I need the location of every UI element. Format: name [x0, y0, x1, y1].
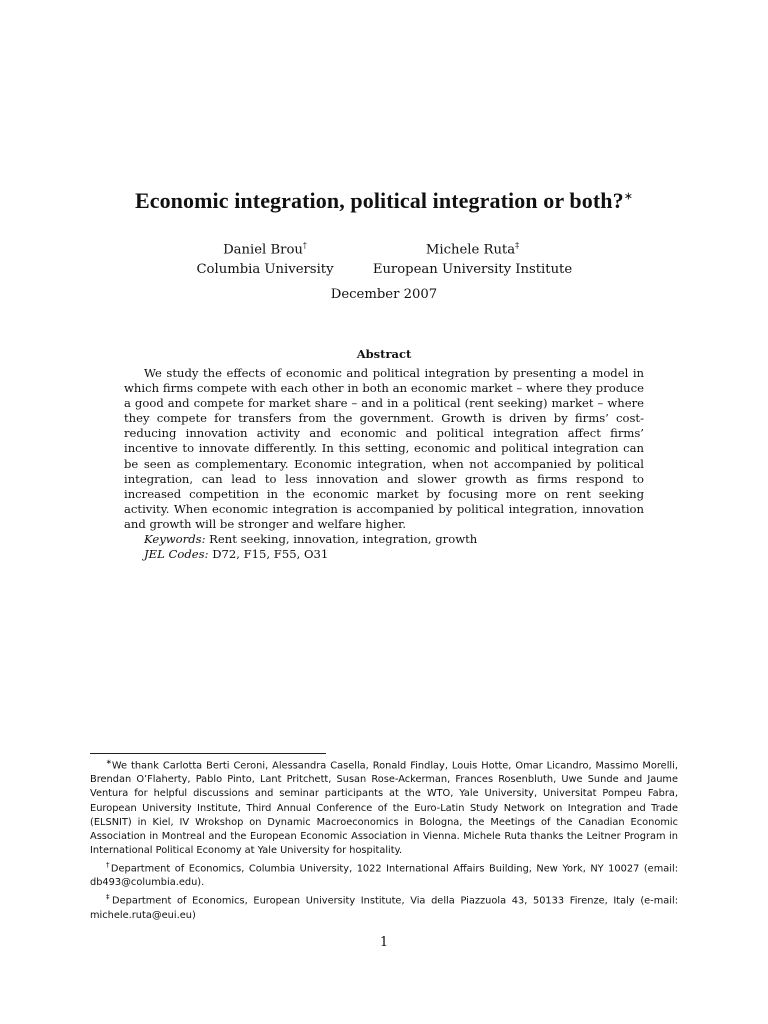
- jel-codes-label: JEL Codes:: [144, 547, 209, 562]
- author-name: Daniel Brou†: [223, 241, 307, 258]
- footnote-ruta-address: [90, 890, 678, 922]
- author-name: Michele Ruta‡: [425, 241, 520, 258]
- abstract-text: We study the effects of economic and political integration by presenting a model in which firms compete with each other in both an economic market – where they produce a good and compete for market share – and in a political (rent seeking) market – where they compete for transfers from the government. Growth is driven by firms’ cost-reducing innovation activity and economic and political integration affect firms’ incentive to innovate differently. In this setting, economic and political integration can be seen as complementary. Economic integration, when not accompanied by political integration, can lead to less innovation and slower growth as firms respond to increased competition in the economic market by focusing more on rent seeking activity. When economic integration is accompanied by political integration, innovation and growth will be stronger and welfare higher.: [124, 366, 644, 531]
- footnote-divider: [90, 753, 326, 754]
- author-affiliation: Columbia University: [196, 262, 334, 278]
- footnote-text: Department of Economics, Columbia University, 1022 International Affairs Building, New York, NY 10027 (email: db493@columbia.edu).: [90, 863, 679, 889]
- jel-codes-text: D72, F15, F55, O31: [212, 547, 329, 562]
- footnote-text: We thank Carlotta Berti Ceroni, Alessandra Casella, Ronald Findlay, Louis Hotte, Omar Licandro, Massimo Morelli, Brendan O’Flaherty, Pablo Pinto, Lant Pritchett, Susan Rose-Ackerman, Frances Rosenbluth, Uwe Sunde and Jaume Ventura for helpful discussions and seminar participants at the WTO, Yale University, Universitat Pompeu Fabra, European University Institute, Third Annual Conference of the Euro-Latin Study Network on Integration and Trade (ELSNIT) in Kiel, IV Wrokshop on Dynamic Macroeconomics in Bologna, the Meetings of the Canadian Economic Association in Montreal and the European Economic Association in Vienna. Michele Ruta thanks the Leitner Program in International Political Economy at Yale University for hospitality.: [90, 760, 678, 856]
- paper-date: December 2007: [330, 287, 438, 302]
- footnotes: [90, 755, 678, 923]
- author-affiliation: European University Institute: [372, 262, 573, 278]
- paper-title: [0, 188, 768, 214]
- jel-codes-line: [124, 547, 644, 562]
- title-text: Economic integration, political integration or both?: [134, 188, 624, 213]
- title-footnote-marker: ∗: [623, 190, 634, 203]
- author-block-ruta: [365, 236, 580, 280]
- keywords-line: [124, 532, 644, 547]
- footnote-marker: ‡: [106, 893, 113, 902]
- footnote-text: Department of Economics, European University Institute, Via della Piazzuola 43, 50133 Firenze, Italy (e-mail: michele.ruta@eui.eu): [90, 895, 678, 921]
- abstract-body: [124, 366, 644, 562]
- footnote-marker: ∗: [106, 758, 112, 766]
- abstract-heading: Abstract: [356, 347, 412, 361]
- author-block-brou: [180, 236, 350, 280]
- footnote-brou-address: [90, 858, 678, 890]
- keywords-label: Keywords:: [144, 532, 206, 547]
- author-footnote-marker: †: [302, 241, 307, 250]
- author-footnote-marker: ‡: [515, 241, 520, 250]
- page-number: 1: [379, 935, 389, 950]
- keywords-text: Rent seeking, innovation, integration, growth: [209, 532, 478, 547]
- footnote-acknowledgements: [90, 755, 678, 858]
- footnote-marker: †: [106, 860, 111, 869]
